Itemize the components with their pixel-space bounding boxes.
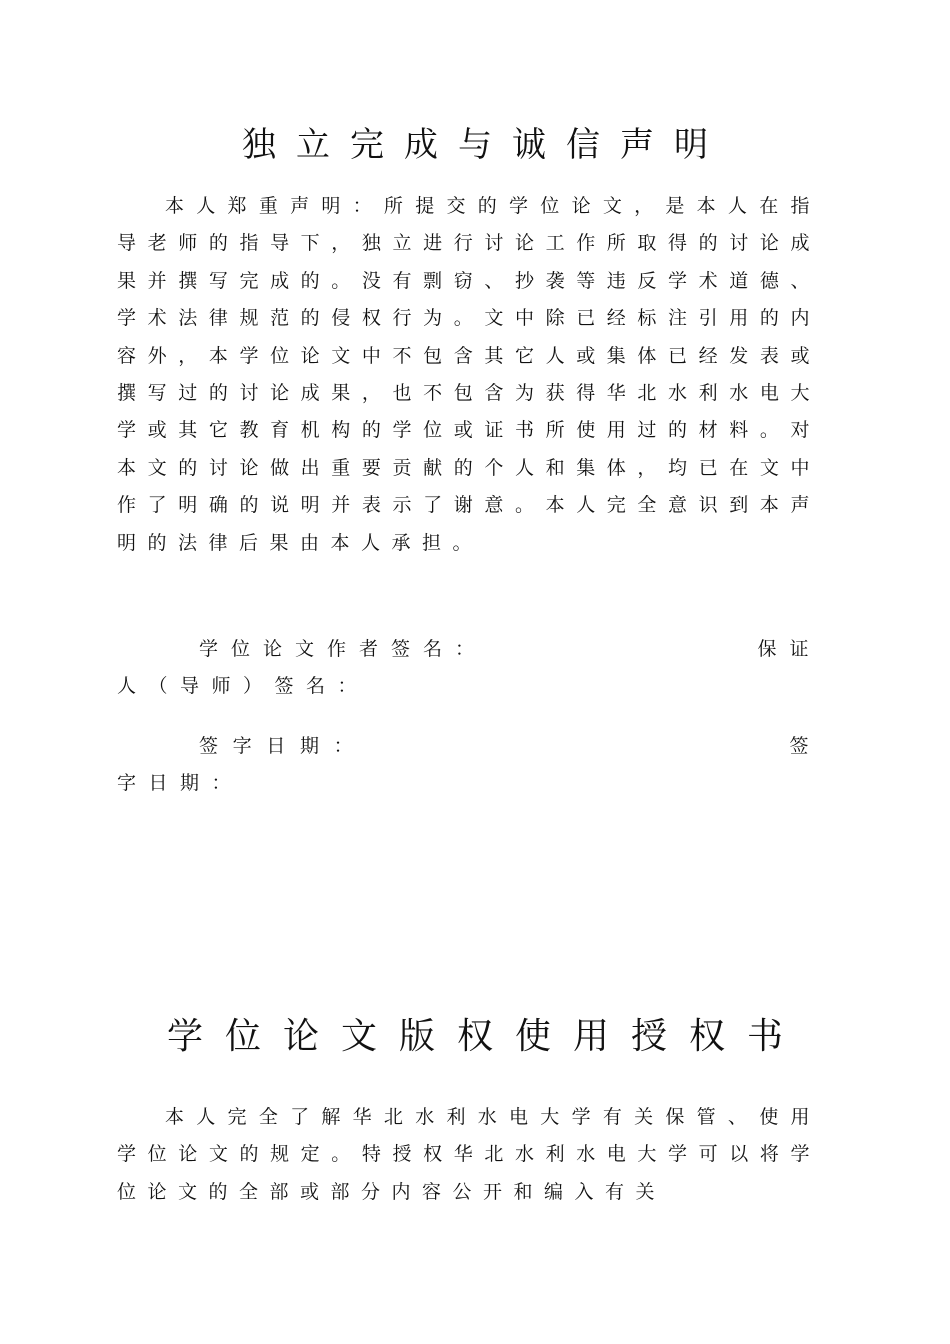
declaration-body: 本人郑重声明：所提交的学位论文，是本人在指导老师的指导下，独立进行讨论工作所取得的讨论成果并撰写完成的。没有剽窃、抄袭等违反学术道德、学术法律规范的侵权行为。文中除已经标注引用的内容外，本学位论文中不包含其它人或集体已经发表或撰写过的讨论成果，也不包含为获得华北水利水电大学或其它教育机构的学位或证书所使用过的材料。对本文的讨论做出重要贡献的个人和集体，均已在文中作了明确的说明并表示了谢意。本人完全意识到本声明的法律后果由本人承担。: [117, 195, 821, 554]
authorization-title: 学位论文版权使用授权书: [166, 1016, 805, 1057]
author-signature-label: 学位论文作者签名：: [199, 638, 487, 660]
guarantor-signature-label: 保证人（导师）签名：: [117, 638, 821, 698]
authorization-body: 本人完全了解华北水利水电大学有关保管、使用学位论文的规定。特授权华北水利水电大学可以将学位论文的全部或部分内容公开和编入有关: [117, 1106, 821, 1203]
signature-line: [117, 631, 821, 706]
declaration-title: 独立完成与诚信声明: [242, 125, 728, 165]
author-date-label: 签字日期：: [199, 735, 368, 757]
guarantor-date-label: 签字日期：: [117, 735, 821, 795]
date-line: [117, 728, 821, 803]
